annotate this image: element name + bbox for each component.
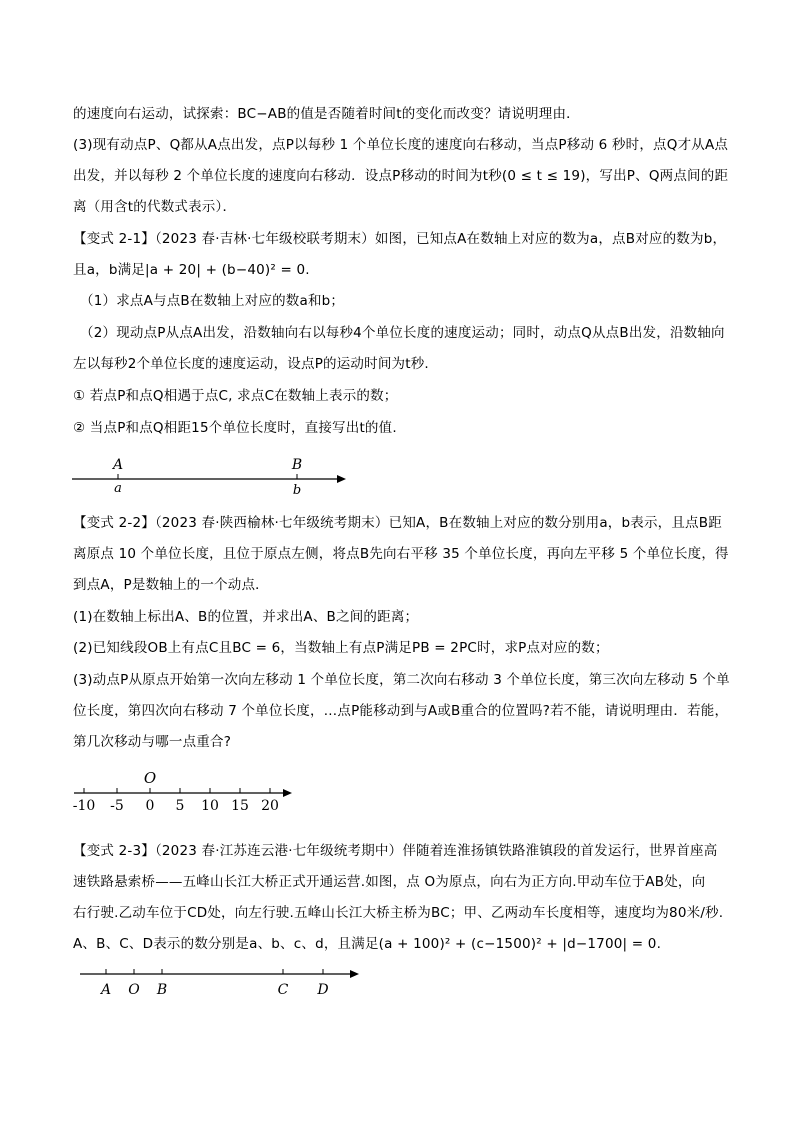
value-label-b: b (292, 483, 302, 498)
text-line: 到点A，P是数轴上的一个动点． (73, 577, 269, 593)
text-line: 速铁路悬索桥——五峰山长江大桥正式开通运营.如图，点 O为原点，向右为正方向.甲动车位于AB处，向 (73, 874, 706, 890)
text-line: ② 当点P和点Q相距15个单位长度时，直接写出t的值. (73, 420, 397, 436)
text-line: A、B、C、D表示的数分别是a、b、c、d，且满足(a + 100)² + (c−1500)² + |d−1700| = 0. (73, 936, 662, 952)
text-line: (2)已知线段OB上有点C且BC = 6，当数轴上有点P满足PB = 2PC时，求P点对应的数； (73, 640, 609, 656)
text-line: 【变式 2-1】（2023 春·吉林·七年级校联考期末）如图，已知点A在数轴上对应的数为a，点B对应的数为b， (73, 231, 727, 247)
point-label-b: B (291, 457, 303, 473)
text-line: 的速度向右运动，试探索：BC−AB的值是否随着时间t的变化而改变？请说明理由． (73, 106, 580, 122)
number-line-figure-ticks (70, 765, 300, 815)
axis-arrow-icon (337, 475, 346, 483)
text-line: （2）现动点P从点A出发，沿数轴向右以每秒4个单位长度的速度运动；同时，动点Q从点B出发，沿数轴向 (80, 325, 725, 341)
point-label: D (317, 982, 329, 998)
tick-label: 20 (261, 798, 279, 814)
text-line: 离（用含t的代数式表示）． (73, 199, 237, 215)
point-label: B (156, 982, 168, 998)
tick-label: 10 (201, 798, 219, 814)
origin-label: O (143, 769, 157, 787)
text-line: ① 若点P和点Q相遇于点C, 求点C在数轴上表示的数； (73, 388, 398, 404)
text-line: 出发，并以每秒 2 个单位长度的速度向右移动．设点P移动的时间为t秒(0 ≤ t ≤ 19)，写出P、Q两点间的距 (73, 168, 729, 184)
tick-label: -5 (110, 798, 124, 814)
text-line: 离原点 10 个单位长度，且位于原点左侧，将点B先向右平移 35 个单位长度，再向左平移 5 个单位长度，得 (73, 546, 729, 562)
point-label: C (277, 982, 289, 998)
text-line: 【变式 2-3】（2023 春·江苏连云港·七年级统考期中）伴随着连淮扬镇铁路淮镇段的首发运行，世界首座高 (73, 843, 718, 859)
text-line: (3)现有动点P、Q都从A点出发，点P以每秒 1 个单位长度的速度向右移动，当点P移动 6 秒时，点Q才从A点 (73, 137, 729, 153)
axis-arrow-icon (283, 789, 292, 797)
tick-group (73, 788, 279, 814)
point-label: O (128, 982, 140, 998)
text-line: (3)动点P从原点开始第一次向左移动 1 个单位长度，第二次向右移动 3 个单位长度，第三次向左移动 5 个单 (73, 672, 730, 688)
number-line-figure-ab (60, 450, 360, 500)
point-group (99, 969, 329, 998)
tick-label: 15 (231, 798, 249, 814)
text-line: (1)在数轴上标出A、B的位置，并求出A、B之间的距离； (73, 609, 419, 625)
text-line: 位长度，第四次向右移动 7 个单位长度，…点P能移动到与A或B重合的位置吗?若不能，请说明理由．若能， (73, 703, 729, 719)
text-line: 且a，b满足|a + 20| + (b−40)² = 0. (73, 262, 310, 278)
text-line: 【变式 2-2】（2023 春·陕西榆林·七年级统考期末）已知A，B在数轴上对应的数分别用a，b表示，且点B距 (73, 515, 722, 531)
point-label-a: A (112, 457, 124, 473)
tick-label: 0 (145, 798, 155, 814)
value-label-a: a (114, 481, 122, 496)
point-label: A (100, 982, 112, 998)
text-line: 左以每秒2个单位长度的速度运动，设点P的运动时间为t秒. (73, 356, 429, 372)
tick-label: -10 (72, 798, 96, 814)
text-line: （1）求点A与点B在数轴上对应的数a和b； (80, 293, 345, 309)
text-line: 第几次移动与哪一点重合? (73, 734, 232, 750)
tick-label: 5 (175, 798, 185, 814)
text-line: 右行驶.乙动车位于CD处，向左行驶.五峰山长江大桥主桥为BC；甲、乙两动车长度相等，速度均为80米/秒. (73, 905, 724, 921)
number-line-figure-abcd (70, 960, 370, 1005)
axis-arrow-icon (350, 970, 359, 978)
